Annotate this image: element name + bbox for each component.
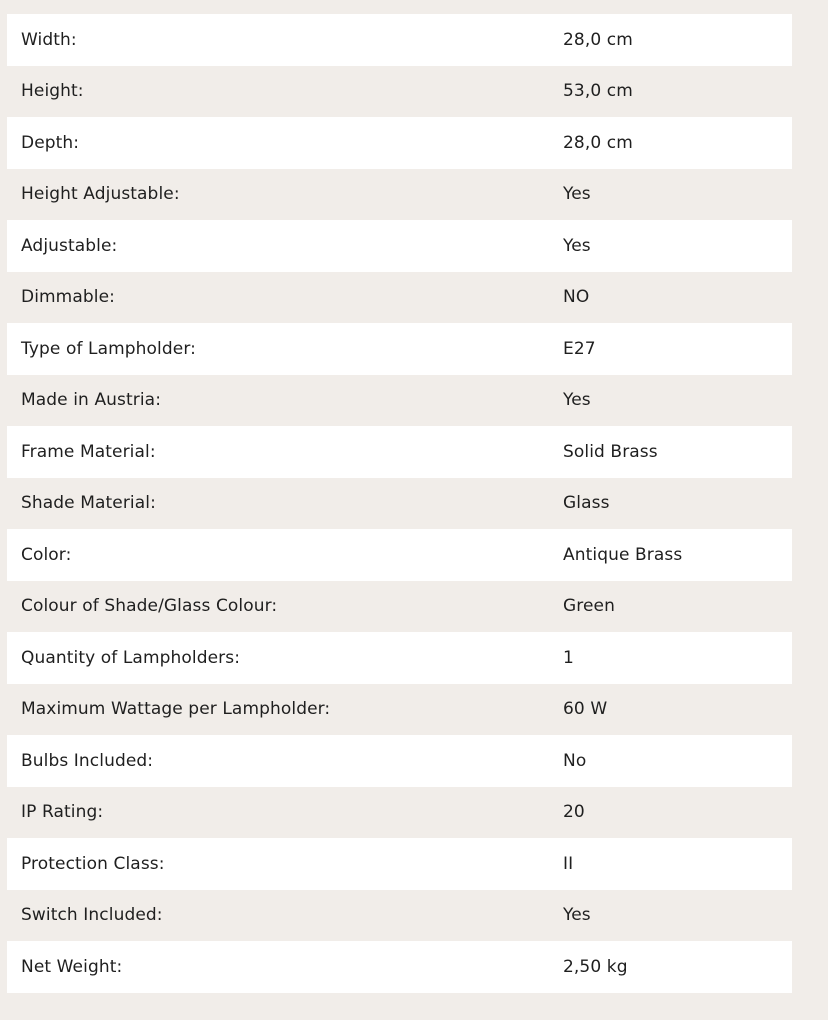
spec-row-lampholder-type — [7, 323, 792, 375]
spec-value: Yes — [563, 905, 591, 926]
spec-row-frame-material — [7, 426, 792, 478]
spec-row-made-in-austria — [7, 375, 792, 427]
spec-row-lampholder-quantity — [7, 632, 792, 684]
spec-row-dimmable — [7, 272, 792, 324]
spec-value: E27 — [563, 338, 596, 359]
spec-value: Yes — [563, 184, 591, 205]
spec-value: 2,50 kg — [563, 956, 628, 977]
spec-row-max-wattage — [7, 684, 792, 736]
spec-value: 20 — [563, 802, 585, 823]
spec-label: Bulbs Included: — [21, 750, 154, 771]
spec-label: Height: — [21, 81, 84, 102]
spec-label: Width: — [21, 29, 77, 50]
spec-label: Quantity of Lampholders: — [21, 647, 241, 668]
spec-label: Type of Lampholder: — [21, 338, 196, 359]
spec-label: Made in Austria: — [21, 390, 162, 411]
spec-value: II — [563, 853, 574, 874]
spec-row-shade-material — [7, 478, 792, 530]
spec-row-color — [7, 529, 792, 581]
spec-label: Shade Material: — [21, 493, 156, 514]
spec-label: Protection Class: — [21, 853, 165, 874]
spec-row-depth — [7, 117, 792, 169]
spec-value: 28,0 cm — [563, 132, 633, 153]
spec-value: 28,0 cm — [563, 29, 633, 50]
spec-value: 60 W — [563, 699, 608, 720]
spec-row-width — [7, 14, 792, 66]
spec-value: No — [563, 750, 587, 771]
spec-label: Switch Included: — [21, 905, 163, 926]
spec-label: Maximum Wattage per Lampholder: — [21, 699, 331, 720]
spec-value: 1 — [563, 647, 574, 668]
spec-label: Color: — [21, 544, 72, 565]
spec-label: Frame Material: — [21, 441, 156, 462]
spec-value: Glass — [563, 493, 610, 514]
spec-row-height-adjustable — [7, 169, 792, 221]
spec-row-bulbs-included — [7, 735, 792, 787]
spec-row-height — [7, 66, 792, 118]
spec-row-adjustable — [7, 220, 792, 272]
spec-label: Colour of Shade/Glass Colour: — [21, 596, 278, 617]
spec-label: Net Weight: — [21, 956, 123, 977]
spec-value: Solid Brass — [563, 441, 658, 462]
spec-value: Yes — [563, 235, 591, 256]
spec-label: Dimmable: — [21, 287, 115, 308]
spec-value: Yes — [563, 390, 591, 411]
spec-label: IP Rating: — [21, 802, 104, 823]
specifications-table — [7, 14, 792, 993]
spec-row-net-weight — [7, 941, 792, 993]
spec-value: NO — [563, 287, 590, 308]
spec-row-protection-class — [7, 838, 792, 890]
spec-label: Depth: — [21, 132, 80, 153]
spec-label: Adjustable: — [21, 235, 118, 256]
spec-row-shade-colour — [7, 581, 792, 633]
spec-value: Antique Brass — [563, 544, 683, 565]
spec-value: 53,0 cm — [563, 81, 633, 102]
spec-value: Green — [563, 596, 615, 617]
spec-row-switch-included — [7, 890, 792, 942]
spec-label: Height Adjustable: — [21, 184, 180, 205]
spec-row-ip-rating — [7, 787, 792, 839]
